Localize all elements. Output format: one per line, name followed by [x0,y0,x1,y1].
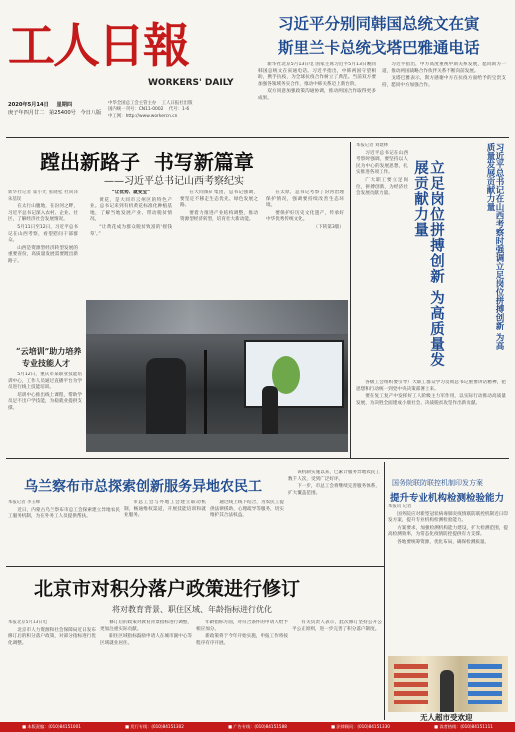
main-story-col1: 新华社记者 霍小光 张晓松 杜尚泽 朱基钗 在太行山腹地，在汾河之畔，习近平总书记深入农村、企业、社区，了解经济社会发展情况。 5月11日至12日，习近平总书记在山西考察，看望慰问干部群众。 山西是资源型经济转型发展的重要省份，高质量发展需要蹚出新路子。 [8,190,78,264]
news-photo [86,300,348,452]
lower-divider [6,566,384,567]
footer-bar [0,722,515,732]
footer-item-distribution: ■ 发行专线：(010)84151302 [125,724,184,729]
mid-story-col3: 通过线上线下结合，为农民工提供法律援助、心理疏导等服务，切实维护其合法权益。 [210,500,284,519]
footer-item-legal: ■ 法律顾问：(010)84151330 [331,724,390,729]
photo-floor [86,434,348,452]
footer-item-editor: ■ 本版责编：(010)84151001 [22,724,81,729]
photo-caption-body: 5月12日，重庆市某职业技能培训中心，工作人员通过直播平台为学员进行线上技能培训。 [8,372,82,391]
photo-window [86,300,348,334]
mid-story-byline: 本报记者 李玉峰 [8,500,41,505]
main-story-col2: “让优势、就变宝” 黄花，是大同市云州区的特色产业。总书记来到有机黄花标准化种植基地，了解当地发展产业、带动脱贫情况。 “让黄花成为群众脱贫致富的‘摇钱草’。” [90,190,172,237]
beijing-story-title: 北京市对积分落户政策进行修订 [34,578,301,600]
mid-story-title: 乌兰察布市总探索创新服务异地农民工 [24,479,262,495]
top-story-body-2: 习近平指出，中方高度重视中斯关系发展，愿同斯方一道，推动两国战略合作伙伴关系不断向前发展。 戈塔巴雅表示，斯方感谢中方在抗疫方面给予的宝贵支持，愿同中方加强合作。 [382,62,506,88]
footer-item-ads: ■ 广告专线：(010)84151588 [228,724,287,729]
main-story-byline: 新华社记者 霍小光 张晓松 杜尚泽 朱基钗 [8,190,78,202]
beijing-story-col3: 年龄指标方面，对符合条件的申请人给予相应加分。 新政策将于今年开始实施，申报工作将按程序有序开展。 [196,620,288,646]
issue-number: 第25400号 [48,109,76,116]
top-headline-line2: 斯里兰卡总统戈塔巴雅通电话 [278,38,480,57]
publisher: 工人日报社出版 [161,101,193,106]
commentary-byline: 本报记者 刘建林 [356,143,389,148]
beijing-story-col4: 有关负责人表示，此次修订坚持公开公平公正原则，进一步完善了积分落户制度。 [292,620,382,632]
side-story-byline: 本报讯 记者 [388,504,412,509]
shelf-2 [468,664,502,704]
top-story-body: 新华社北京5月13日电 国家主席习近平5月13日晚同韩国总统文在寅通电话。习近平指出，中韩两国守望相助，携手抗疫，为全球抗疫合作树立了典范。当前双方要加强各领域务实合作，推动中韩关系迈上新台阶。 双方同意加强政策沟通协调，推动两国合作取得更多成果。 [258,62,376,101]
beijing-story-col1: 本报北京5月13日电 北京市人力资源和社会保障局近日发布修订后的积分落户政策，对部分指标进行优化调整。 [8,620,96,646]
top-divider [6,137,509,138]
main-story-subhead: “让优势、就变宝” [111,190,151,195]
side-story-rule [384,462,385,720]
photo-caption-text: 5月12日，重庆市某职业技能培训中心，工作人员通过直播平台为学员进行线上技能培训。 培训中心推出线上课程，帮助学员足不出户学技能，为稳就业提供支撑。 [8,372,82,411]
lunar-date: 庚子年四月廿二 [8,109,45,116]
beijing-story-byline: 本报北京5月13日电 [8,620,48,625]
photo-person-camera [146,358,186,438]
date: 2020年5月14日 [8,102,49,108]
photo-caption-title: “云培训”助力培养 [16,346,82,356]
masthead-date-block [8,102,101,117]
footer-item-hotline: ■ 读者热线：(010)84151111 [434,724,493,729]
commentary-vertical-title: 习近平总书记在山西考察时强调立足岗位拼搏创新 为高质量发展贡献力量 [485,143,504,350]
commentary-body-bottom: 各级工会组织要引导广大职工群众学习贯彻总书记重要讲话精神，把思想和行动统一到党中央决策部署上来。 要在复工复产中发挥好工人阶级主力军作用，以实际行动推动高质量发展，为决胜全面建成小康社会、决战脱贫攻坚作出新贡献。 [356,380,506,406]
top-headline-line1: 习近平分别同韩国总统文在寅 [278,14,480,33]
mid-story-col2: 市总工会与外地工会建立联动机制，畅通维权渠道，开展技能培训和就业服务。 [124,500,206,519]
beijing-story-subtitle: 将对教育背景、职住区域、年龄指标进行优化 [112,605,272,614]
mid-divider [6,458,509,459]
main-subheadline: ——习近平总书记山西考察纪实 [104,176,244,187]
shelf-1 [394,664,428,704]
side-story-body: 本报讯 记者 国务院应对新型冠状病毒肺炎疫情联防联控机制近日印发方案，提升专业机构检测检验能力。 方案要求，加强检测机构能力建设，扩大检测范围，提高检测效率，为常态化疫情防控提供有力支撑。 各地要统筹资源，优化布局，确保检测质量。 [388,504,508,545]
shopper [440,670,454,712]
weekday: 星期四 [56,102,73,108]
main-story-continued: （下转第3版） [313,224,344,230]
page-count: 今日八版 [80,109,102,116]
side-story-title-2: 提升专业机构检测检验能力 [390,493,505,504]
masthead-subtitle: WORKERS' DAILY [148,78,234,88]
sponsor: 中华全国总工会主管主办 [108,101,157,106]
masthead-info [108,101,192,120]
mid-story-col1: 本报记者 李玉峰 近日，内蒙古乌兰察布市总工会探索建立异地农民工服务机制，为在外务工人员提供帮扶。 [8,500,120,520]
commentary-slogan: 立足岗位拼搏创新 为高质量发展贡献力量 [412,160,445,368]
top-story-paragraph: 新华社北京5月13日电 国家主席习近平5月13日晚同韩国总统文在寅通电话。习近平指出，中韩两国守望相助，携手抗疫，为全球抗疫合作树立了典范。当前双方要加强各领域务实合作，推动中韩关系迈上新台阶。 [258,62,376,87]
commentary-left-rule [350,142,351,458]
photo-tripod [204,350,207,446]
supermarket-caption: 无人超市受欢迎 [420,713,473,722]
cn-code: 国内统一刊号：CN11-0002 [108,107,164,113]
photo-screen [244,340,344,408]
website: 中工网：http://www.workercn.cn [108,113,178,119]
masthead-title: 工人日報 [8,19,188,74]
photo-caption-subtitle: 专业技能人才 [22,358,70,368]
commentary-body-top: 本报记者 刘建林 习近平总书记在山西考察时强调，要坚持以人民为中心的发展思想，扎实推进各项工作。 广大职工要立足岗位，拼搏创新，为经济社会发展贡献力量。 [356,143,408,197]
postal-code: 代号：1-6 [168,107,190,113]
mid-story-col4: 该机制实施以来，已累计服务异地农民工数千人次，受到广泛好评。 下一步，市总工会将继续完善服务体系，扩大覆盖范围。 [288,470,380,496]
supermarket-photo [388,656,508,712]
main-story-col4: 在太原，总书记考察了汾河治理保护情况，强调要持续改善生态环境。 要保护好历史文化遗产，传承好中华优秀传统文化。 （下转第3版） [266,190,344,230]
beijing-story-col2: 修订后的政策对教育背景指标进行调整，更加注重实际贡献。 职住区域指标鼓励申请人在城市副中心等区域就业居住。 [100,620,192,646]
side-story-title-1: 国务院联防联控机制印发方案 [392,479,483,487]
main-headline: 蹚出新路子 书写新篇章 [40,150,254,174]
main-story-col3: 在大同煤矿集团，总书记强调，要坚定不移走生态优先、绿色发展之路。 要着力推进产业结构调整，推动资源型经济转型，培育壮大新动能。 [180,190,258,223]
